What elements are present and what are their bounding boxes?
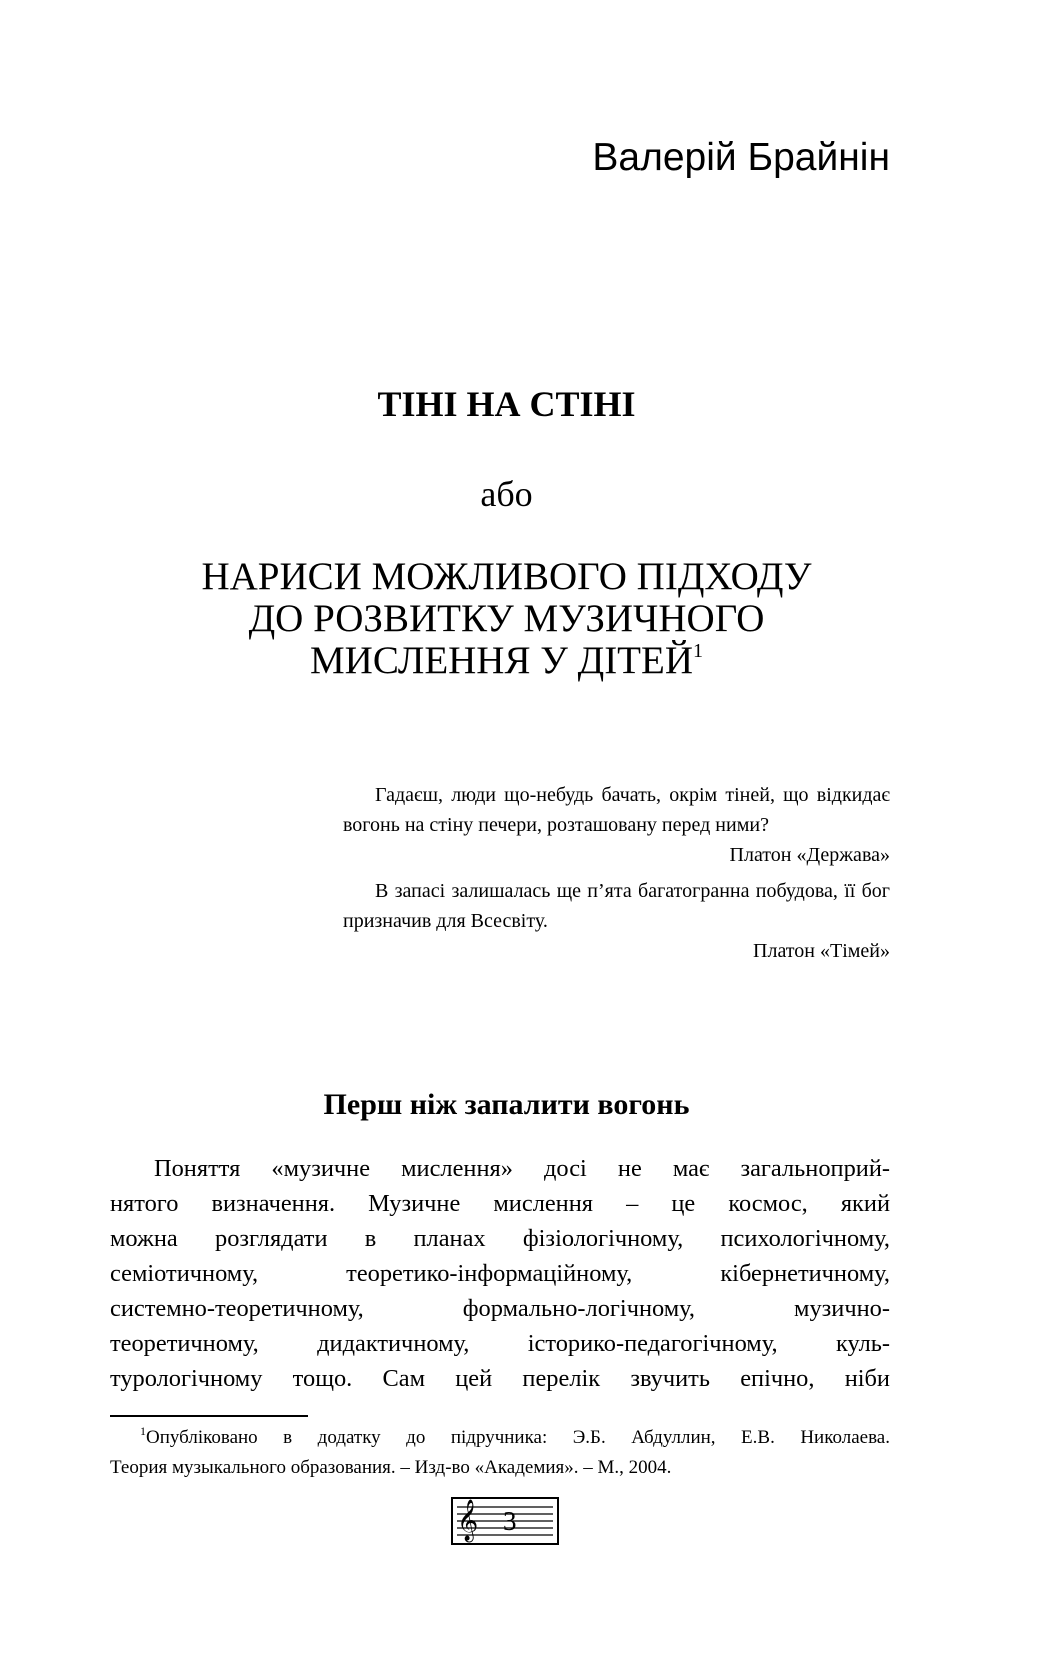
body-line: можна розглядати в планах фізіологічному, психологічному, (110, 1225, 890, 1252)
subtitle-line: НАРИСИ МОЖЛИВОГО ПІДХОДУ (201, 555, 812, 598)
subtitle-line-last (0, 640, 1013, 682)
body-paragraph (110, 1151, 890, 1396)
author-name: Валерій Брайнін (592, 136, 890, 179)
body-line: семіотичному, теоретико-інформаційному, кібернетичному, (110, 1260, 890, 1287)
epigraphs (343, 780, 890, 966)
page-number: 3 (503, 1506, 517, 1536)
epigraph-text: Гадаєш, люди що-небудь бачать, окрім тіней, що відкидає вогонь на стіну печери, розташовану перед ними? (343, 784, 890, 836)
footnote-line: Теория музыкального образования. – Изд-во «Академия». – М., 2004. (110, 1457, 672, 1478)
footnote-line (110, 1423, 890, 1453)
footnote (110, 1423, 890, 1483)
epigraph (343, 876, 890, 966)
epigraph-source: Платон «Держава» (729, 844, 890, 866)
book-title: ТІНІ НА СТІНІ (377, 384, 636, 424)
epigraph (343, 780, 890, 870)
treble-clef-icon: 𝄞 (457, 1500, 479, 1541)
title-conjunction: або (480, 474, 533, 514)
section-heading: Перш ніж запалити вогонь (323, 1088, 690, 1121)
footnote-separator (110, 1415, 308, 1417)
body-line: турологічному тощо. Сам цей перелік звучить епічно, ніби (110, 1365, 890, 1392)
epigraph-text: В запасі залишалась ще п’ята багатогранна побудова, її бог призначив для Всесвіту. (343, 880, 890, 932)
footnote-mark: 1 (140, 1424, 146, 1438)
body-line: нятого визначення. Музичне мислення – це космос, який (110, 1190, 890, 1217)
footnote-text: Опубліковано в додатку до підручника: Э.Б. Абдуллин, Е.В. Николаева. (146, 1427, 890, 1448)
body-line: системно-теоретичному, формально-логічному, музично- (110, 1295, 890, 1322)
subtitle-line-text: МИСЛЕННЯ У ДІТЕЙ (309, 639, 693, 682)
body-line: теоретичному, дидактичному, історико-педагогічному, куль- (110, 1330, 890, 1357)
page-number-emblem (451, 1497, 559, 1545)
subtitle (0, 556, 1013, 682)
footnote-reference: 1 (693, 640, 703, 662)
body-line: Поняття «музичне мислення» досі не має загальноприй- (154, 1155, 890, 1182)
subtitle-line: ДО РОЗВИТКУ МУЗИЧНОГО (248, 597, 765, 640)
epigraph-source: Платон «Тімей» (753, 940, 890, 962)
